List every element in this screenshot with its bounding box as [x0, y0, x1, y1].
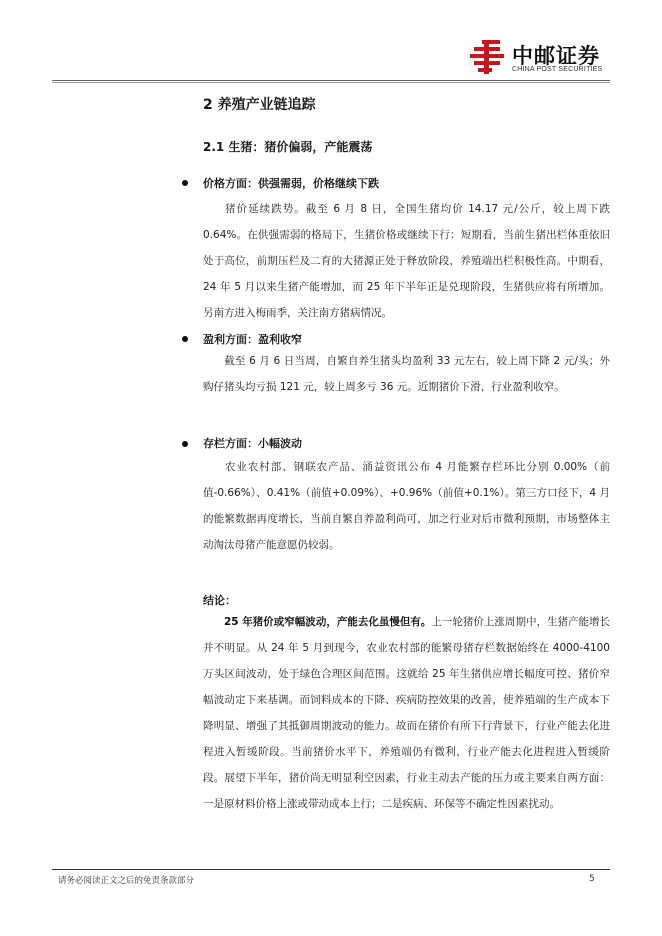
paragraph-profit-text: 截至 6 月 6 日当周，自繁自养生猪头均盈利 33 元左右，较上周下降 2 元/头；外购仔猪头均亏损 121 元，较上周多亏 36 元。近期猪价下滑，行业盈利收窄。: [203, 355, 610, 393]
paragraph-inventory-text: 农业农村部、钢联农产品、涌益资讯公布 4 月能繁存栏环比分别 0.00%（前值-0.66%）、0.41%（前值+0.09%）、+0.96%（前值+0.1%）。第三方口径下，4 月的能繁数据再度增长，当前自繁自养盈利尚可，加之行业对后市微利预期，市场整体主动淘汰母猪产能意愿仍较弱。: [203, 461, 610, 551]
footer-disclaimer: 请务必阅读正文之后的免责条款部分: [58, 876, 195, 886]
section-title: 2 养殖产业链追踪: [203, 97, 316, 113]
bullet-heading-inventory: 存栏方面：小幅波动: [203, 437, 302, 450]
logo-chinese-name: 中邮证券: [512, 44, 600, 68]
header-divider: [52, 80, 610, 81]
company-logo: [468, 38, 618, 78]
logo-english-name: CHINA POST SECURITIES: [512, 66, 603, 73]
bullet-dot: [182, 441, 188, 447]
paragraph-price-text: 猪价延续跌势。截至 6 月 8 日，全国生猪均价 14.17 元/公斤，较上周下跌 0.64%。在供强需弱的格局下，生猪价格或继续下行：短期看，当前生猪出栏体重依旧处于高位，前期压栏及二育的大猪源正处于释放阶段，养殖端出栏积极性高。中期看，24 年 5 月以来生猪产能增加，而 25 年下半年正是兑现阶段，生猪供应将有所增加。另南方进入梅雨季，关注南方猪病情况。: [203, 203, 610, 319]
conclusion-text: 上一轮猪价上涨周期中，生猪产能增长并不明显。从 24 年 5 月到现今，农业农村部的能繁母猪存栏数据始终在 4000-4100 万头区间波动，处于绿色合理区间范围。这就给 25 年生猪供应增长幅度可控、猪价窄幅波动定下来基调。而饲料成本的下降、疾病防控效果的改善，使养殖端的生产成本下降明显、增强了其抵御周期波动的能力。故而在猪价有所下行背景下，行业产能去化进程进入暂缓阶段。当前猪价水平下，养殖端仍有微利，行业产能去化进程进入暂缓阶段。展望下半年，猪价尚无明显利空因素，行业主动去产能的压力或主要来自两方面：一是原材料价格上涨或带动成本上行；二是疾病、环保等不确定性因素扰动。: [203, 616, 610, 810]
china-post-emblem-icon: [468, 38, 508, 76]
bullet-heading-profit: 盈利方面：盈利收窄: [203, 333, 302, 346]
paragraph-inventory: [203, 454, 610, 558]
bullet-dot: [182, 336, 188, 342]
paragraph-conclusion: [203, 609, 610, 817]
footer-divider: [52, 869, 610, 870]
paragraph-profit: [203, 348, 610, 400]
paragraph-price: [203, 196, 610, 326]
conclusion-heading: 结论：: [203, 594, 236, 607]
conclusion-lead: 25 年猪价或窄幅波动，产能去化虽慢但有。: [224, 616, 432, 628]
page-number: 5: [589, 874, 595, 884]
header-divider-secondary: [52, 82, 610, 83]
subsection-title: 2.1 生猪：猪价偏弱，产能震荡: [203, 140, 373, 154]
bullet-heading-price: 价格方面：供强需弱，价格继续下跌: [203, 177, 379, 190]
bullet-dot: [182, 180, 188, 186]
